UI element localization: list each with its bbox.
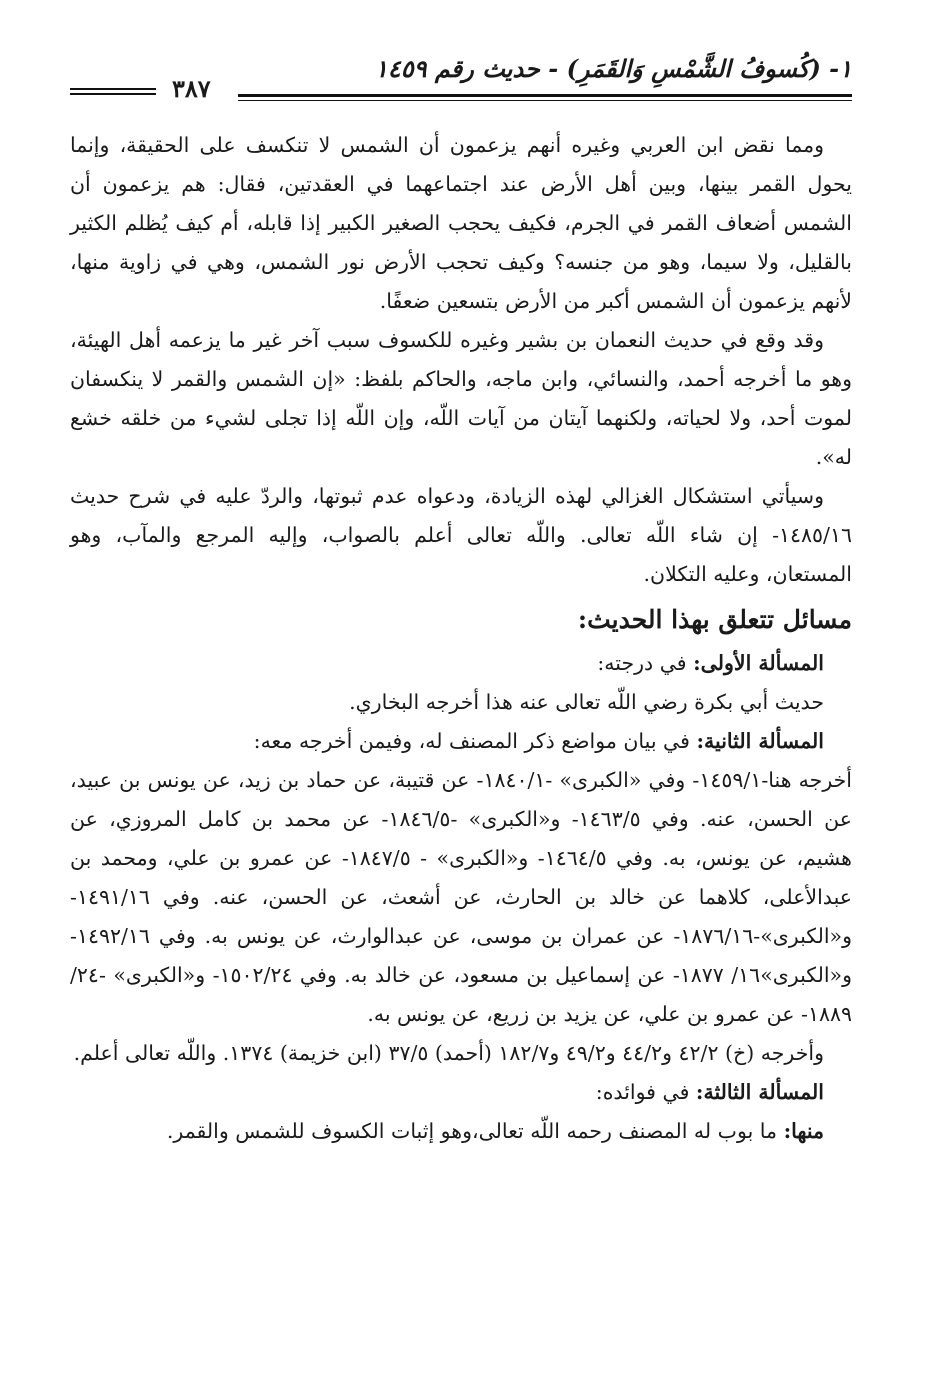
masala-1-heading (70, 644, 852, 683)
running-title: ١- (كُسوفُ الشَّمْسِ وَالقَمَرِ) - حديث رقم ١٤٥٩ (374, 54, 852, 83)
masala-1-label: المسألة الأولى: (693, 651, 824, 675)
minha-label: منها: (783, 1119, 824, 1143)
header-rule (238, 94, 852, 97)
book-page (70, 48, 852, 1151)
masala-2-label: المسألة الثانية: (696, 729, 824, 753)
page-body (70, 126, 852, 1151)
masala-2-heading (70, 722, 852, 761)
paragraph-2: وقد وقع في حديث النعمان بن بشير وغيره للكسوف سبب آخر غير ما يزعمه أهل الهيئة، وهو ما أخرجه أحمد، والنسائي، وابن ماجه، والحاكم بلفظ: «إن الشمس والقمر لا ينكسفان لموت أحد، ولا لحياته، ولكنهما آيتان من آيات اللّه، وإن اللّه إذا تجلى لشيء من خلقه خشع له». (70, 328, 852, 469)
masala-2-body: أخرجه هنا-١٤٥٩/١- وفي «الكبرى» -١٨٤٠/١- عن قتيبة، عن حماد بن زيد، عن يونس بن عبيد، عن الحسن، عنه. وفي ١٤٦٣/٥- و«الكبرى» -١٨٤٦/٥- عن محمد بن كامل المروزي، عن هشيم، عن يونس، به. وفي ١٤٦٤/٥- و«الكبرى» - ١٨٤٧/٥- عن عمرو بن علي، ومحمد بن عبدالأعلى، كلاهما عن خالد بن الحارث، عن أشعث، عن الحسن، عنه. وفي ١٤٩١/١٦- و«الكبرى»-١٨٧٦/١٦- عن عمران بن موسى، عن عبدالوارث، عن يونس به. وفي ١٤٩٢/١٦- و«الكبرى»١٦/ ١٨٧٧- عن إسماعيل بن مسعود، عن خالد به. وفي ١٥٠٢/٢٤- و«الكبرى» -٢٤/ ١٨٨٩- عن عمرو بن علي، عن يزيد بن زريع، عن يونس به. (70, 768, 852, 1026)
page-header (70, 48, 852, 104)
paragraph-1: ومما نقض ابن العربي وغيره أنهم يزعمون أن الشمس لا تنكسف على الحقيقة، وإنما يحول القمر بينها، وبين أهل الأرض عند اجتماعهما في العقدتين، فقال: هم يزعمون أن الشمس أضعاف القمر في الجرم، فكيف يحجب الصغير الكبير إذا قابله، أم كيف يُظلم الكثير بالقليل، ولا سيما، وهو من جنسه؟ وكيف تحجب الأرض نور الشمس، وهي في زاوية منها، لأنهم يزعمون أن الشمس أكبر من الأرض بتسعين ضعفًا. (70, 133, 852, 313)
minha-text: ما بوب له المصنف رحمه اللّه تعالى،وهو إثبات الكسوف للشمس والقمر. (166, 1119, 778, 1143)
masala-2-body-continued: وأخرجه (خ) ٤٢/٢ و٤٤/٢ و٤٩/٢ و١٨٢/٧ (أحمد) ٣٧/٥ (ابن خزيمة) ١٣٧٤. واللّه تعالى أعلم. (73, 1041, 824, 1065)
masala-3-title: في فوائده: (595, 1080, 690, 1104)
masala-2-title: في بيان مواضع ذكر المصنف له، وفيمن أخرجه معه: (253, 729, 690, 753)
section-heading: مسائل تتعلق بهذا الحديث: (577, 605, 852, 634)
minha-line (70, 1112, 852, 1151)
masala-1-title: في درجته: (597, 651, 687, 675)
masala-1-body: حديث أبي بكرة رضي اللّه تعالى عنه هذا أخرجه البخاري. (349, 690, 824, 714)
page-number: ٣٨٧ (172, 74, 211, 103)
paragraph-3: وسيأتي استشكال الغزالي لهذه الزيادة، ودعواه عدم ثبوتها، والردّ عليه في شرح حديث ١٤٨٥/١٦- إن شاء اللّه تعالى. واللّه تعالى أعلم بالصواب، وإليه المرجع والمآب، وهو المستعان، وعليه التكلان. (70, 484, 852, 586)
page-number-rule (70, 88, 156, 102)
masala-3-heading (70, 1073, 852, 1112)
masala-3-label: المسألة الثالثة: (695, 1080, 824, 1104)
